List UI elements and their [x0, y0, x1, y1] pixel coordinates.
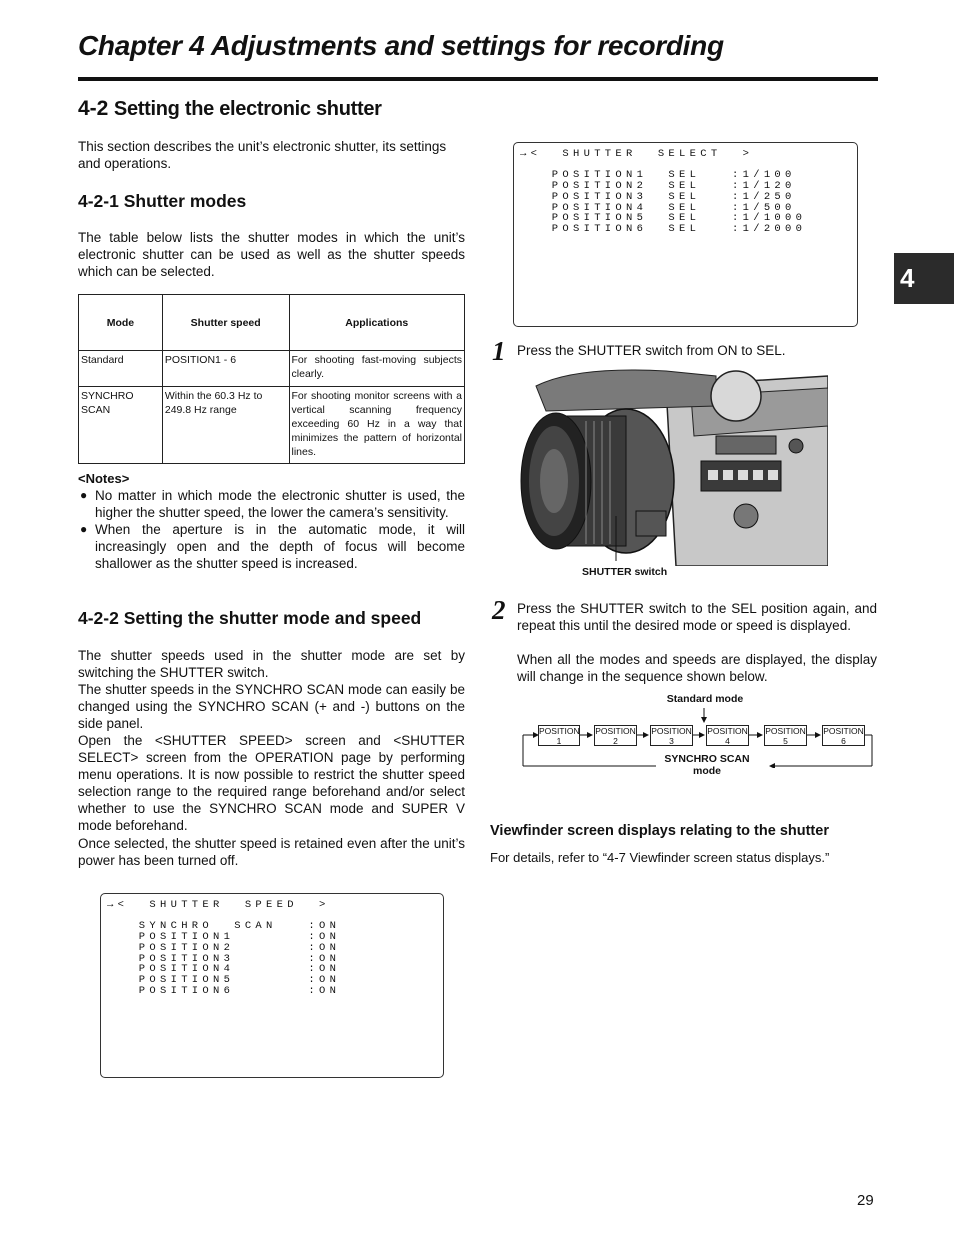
camera-illustration [516, 366, 828, 566]
shutter-modes-heading: 4-2-1 Shutter modes [78, 191, 247, 211]
table-cell: SYNCHRO SCAN [79, 387, 163, 464]
table-cell: POSITION1 - 6 [162, 351, 289, 387]
setting-mode-paragraph: Once selected, the shutter speed is retained even after the unit’s power has been turned off. [78, 836, 465, 868]
shutter-select-screen: →< SHUTTER SELECT > POSITION1 SEL :1/100 POSITION2 SEL :1/120 POSITION3 SEL :1/250 POSITION4 SEL :1/500 POSITION5 SEL :1/1000 POSITION6 SEL :1/2000 [513, 142, 858, 327]
chapter-title: Chapter 4 Adjustments and settings for recording [78, 30, 724, 61]
section-number: 4-2 [78, 97, 109, 120]
position-box: POSITION 5 [765, 726, 806, 746]
shutter-modes-intro: The table below lists the shutter modes in which the unit’s electronic shutter can be used as well as the shutter speeds which can be selected. [78, 230, 465, 279]
shutter-speed-screen: →< SHUTTER SPEED > SYNCHRO SCAN :ON POSITION1 :ON POSITION2 :ON POSITION3 :ON POSITION4 :ON POSITION5 :ON POSITION6 :ON [100, 893, 444, 1078]
position-box: POSITION 3 [651, 726, 692, 746]
table-header: Applications [289, 295, 464, 351]
shutter-switch-label: SHUTTER switch [582, 566, 668, 578]
position-box: POSITION 6 [823, 726, 864, 746]
table-cell: Within the 60.3 Hz to 249.8 Hz range [162, 387, 289, 464]
table-header-row [79, 295, 465, 351]
viewfinder-text: For details, refer to “4-7 Viewfinder screen status displays.” [490, 850, 830, 865]
table-row [79, 351, 465, 387]
standard-mode-label: Standard mode [666, 693, 744, 705]
table-cell: Standard [79, 351, 163, 387]
table-cell: For shooting monitor screens with a vertical scanning frequency exceeding 60 Hz in a way that minimizes the pattern of horizontal lines. [289, 387, 464, 464]
step-number: 2 [492, 595, 506, 625]
chapter-rule [78, 77, 878, 81]
setting-mode-paragraph: The shutter speeds used in the shutter mode are set by switching the SHUTTER switch. [78, 648, 465, 680]
position-box: POSITION 1 [539, 726, 580, 746]
step-text: Press the SHUTTER switch to the SEL position again, and repeat this until the desired mode or speed is displayed. [517, 601, 877, 633]
position-box: POSITION 2 [595, 726, 636, 746]
section-intro: This section describes the unit’s electronic shutter, its settings and operations. [78, 139, 447, 171]
note-text: When the aperture is in the automatic mode, it will increasingly open and the depth of focus will become shallower as the shutter speed is increased. [95, 522, 465, 571]
setting-mode-paragraph: Open the <SHUTTER SPEED> screen and <SHUTTER SELECT> screen from the OPERATION page by performing menu operations. It is now possible to restrict the shutter speed selection range to the required range beforehand and/or select whether to use the SYNCHRO SCAN mode and SUPER V mode beforehand. [78, 733, 465, 833]
page-number: 29 [857, 1192, 874, 1209]
table-row [79, 387, 465, 464]
chapter-tab: 4 [894, 253, 954, 304]
note-item [78, 487, 465, 521]
shutter-modes-table [78, 294, 465, 464]
position-box: POSITION 4 [707, 726, 748, 746]
section-name: Setting the electronic shutter [113, 98, 382, 120]
notes-heading: <Notes> [78, 471, 130, 486]
table-header: Mode [79, 295, 163, 351]
step-number: 1 [492, 336, 506, 366]
table-cell: For shooting fast-moving subjects clearly. [289, 351, 464, 387]
note-item [78, 521, 465, 572]
setting-mode-paragraph: The shutter speeds in the SYNCHRO SCAN mode can easily be changed using the SYNCHRO SCAN (+ and -) buttons on the side panel. [78, 682, 465, 731]
step-text: Press the SHUTTER switch from ON to SEL. [517, 343, 786, 358]
setting-mode-heading: 4-2-2 Setting the shutter mode and speed [78, 608, 422, 628]
synchro-scan-label: SYNCHRO SCAN mode [656, 753, 758, 777]
section-title [78, 97, 382, 121]
bullet-icon: ● [80, 522, 88, 536]
bullet-icon: ● [80, 488, 88, 502]
step-text: When all the modes and speeds are displayed, the display will change in the sequence shown below. [517, 652, 877, 684]
table-header: Shutter speed [162, 295, 289, 351]
viewfinder-heading: Viewfinder screen displays relating to the shutter [490, 823, 829, 839]
note-text: No matter in which mode the electronic shutter is used, the higher the shutter speed, the lower the camera’s sensitivity. [95, 488, 465, 520]
